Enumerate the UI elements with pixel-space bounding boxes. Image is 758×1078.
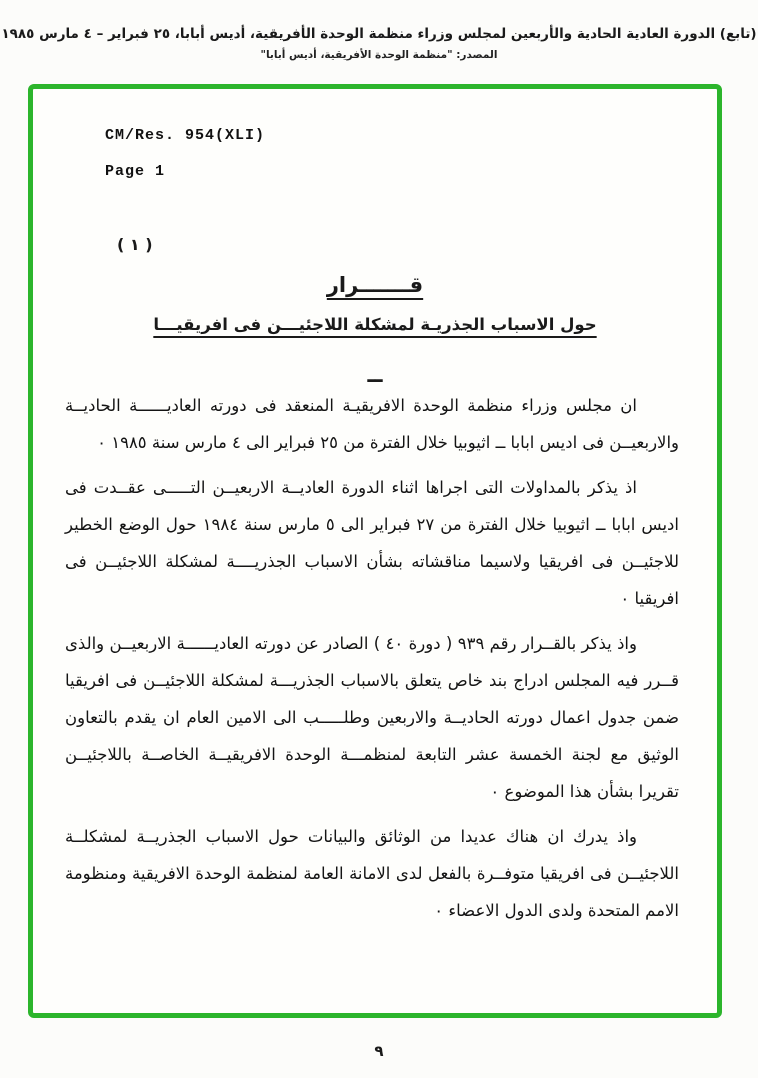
resolution-title <box>33 273 717 297</box>
footer-page-number: ٩ <box>374 1042 384 1060</box>
document-body <box>65 387 679 937</box>
separator-dash: ــ <box>367 363 383 388</box>
resolution-subtitle <box>33 315 717 334</box>
body-paragraph: اذ يذكر بالمداولات التى اجراها اثناء الدورة العاديــة الاربعيــن التـــــى عقــدت فى اديس ابابا ــ اثيوبيا خلال الفترة من ٢٧ فبراير الى ٥ مارس سنة ١٩٨٤ حول الوضع الخطير للاجئيــن فى افريقيا ولاسيما مناقشاته بشأن الاسباب الجذريــــة لمشكلة اللاجئيــن فى افريقيا ٠ <box>65 478 679 608</box>
resolution-title-text: قـــــــرار <box>326 273 424 297</box>
document-reference: CM/Res. 954(XLI) <box>105 127 266 144</box>
document-page-label: Page 1 <box>105 163 166 180</box>
body-paragraph: واذ يدرك ان هناك عديدا من الوثائق والبيانات حول الاسباب الجذريــة لمشكلــة اللاجئيــن فى افريقيا متوفــرة بالفعل لدى الامانة العامة لمنظمة الوحدة الافريقية ومنظومة الامم المتحدة ولدى الدول الاعضاء ٠ <box>65 827 679 920</box>
body-paragraph: واذ يذكر بالقــرار رقم ٩٣٩ ( دورة ٤٠ ) الصادر عن دورته العاديــــــة الاربعيــن والذى قــرر فيه المجلس ادراج بند خاص يتعلق بالاسباب الجذريـــة لمشكلة اللاجئيــن فى افريقيا ضمن جدول اعمال دورته الحاديــة والاربعين وطلـــــب الى الامين العام ان يقدم بالتعاون الوثيق مع لجنة الخمسة عشر التابعة لمنظمـــة الوحدة الافريقيــة الخاصــة باللاجئيــن تقريرا بشأن هذا الموضوع ٠ <box>65 634 679 801</box>
header-source-line: المصدر: "منظمة الوحدة الأفريقية، أديس أبابا" <box>260 49 498 61</box>
item-number: ( ١ ) <box>117 235 153 254</box>
resolution-subtitle-text: حول الاسباب الجذريـة لمشكلة اللاجئيـــن فى افريقيـــا <box>153 315 597 334</box>
page-header <box>0 0 758 61</box>
body-paragraph: ان مجلس وزراء منظمة الوحدة الافريقيـة المنعقد فى دورته العاديــــــة الحاديــة والاربعيــن فى اديس ابابا ــ اثيوبيا خلال الفترة من ٢٥ فبراير الى ٤ مارس سنة ١٩٨٥ ٠ <box>65 396 679 452</box>
document-frame <box>28 84 722 1018</box>
header-session-title: (تابع) الدورة العادية الحادية والأربعين لمجلس وزراء منظمة الوحدة الأفريقية، أديس أبابا، ٢٥ فبراير – ٤ مارس ١٩٨٥ <box>1 26 757 42</box>
